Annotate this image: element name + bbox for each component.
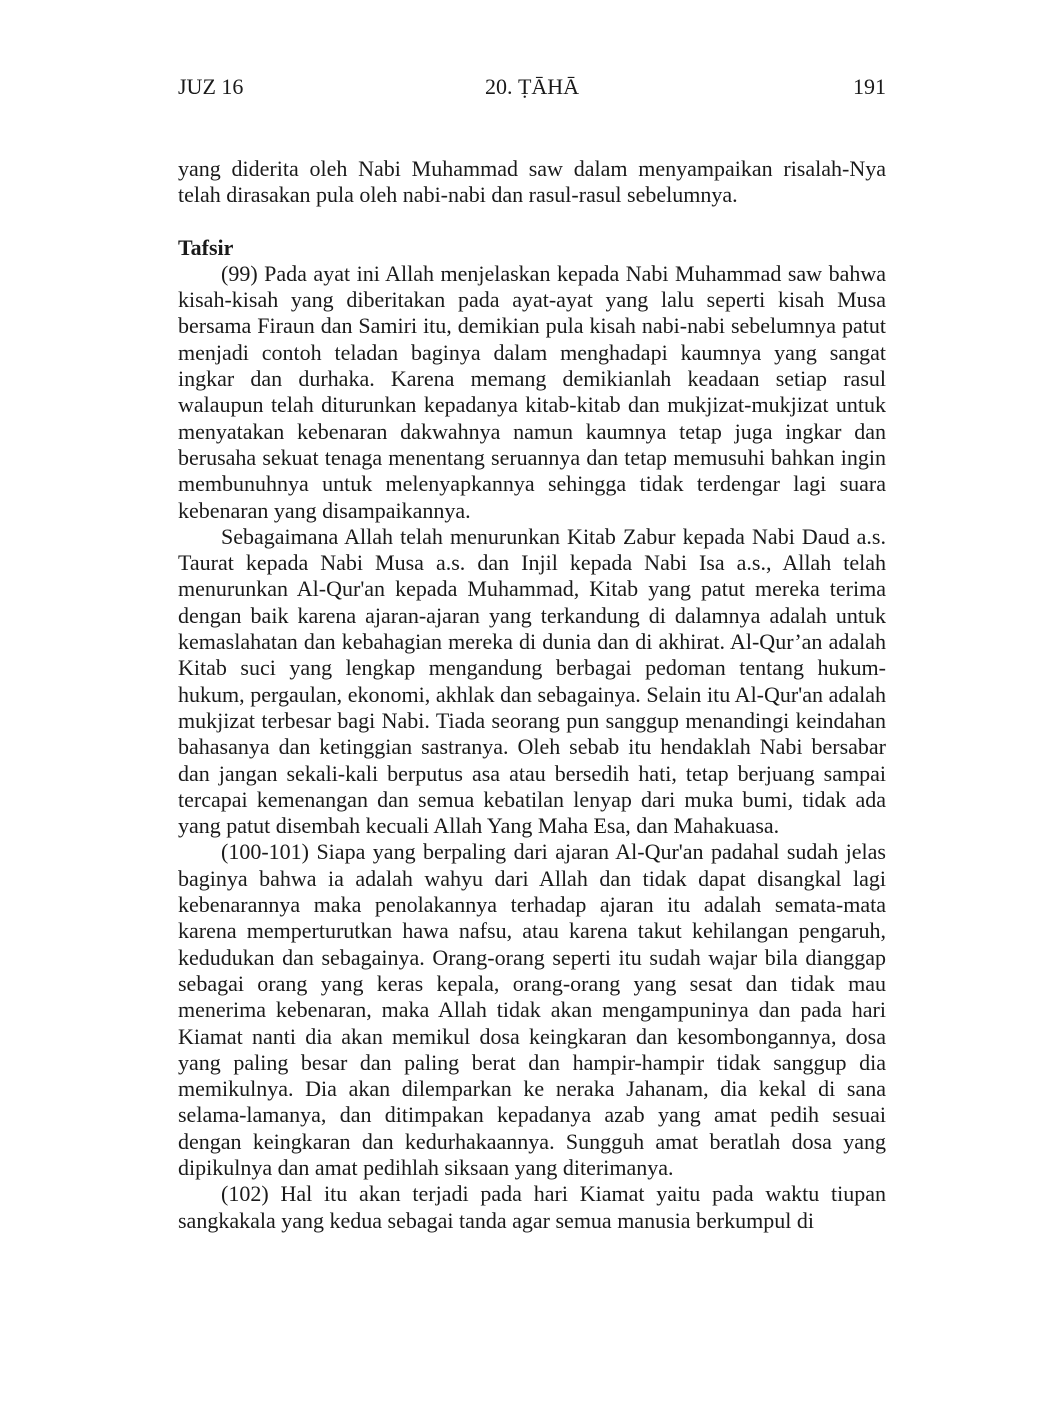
paragraph-100-101: (100-101) Siapa yang berpaling dari ajaran Al-Qur'an padahal sudah jelas baginya bahwa ia adalah wahyu dari Allah dan tidak dapat disangkal lagi kebenarannya maka penolakannya terhadap ajaran itu adalah semata-mata karena memperturutkan hawa nafsu, atau karena takut kehilangan pengaruh, kedudukan dan sebagainya. Orang-orang seperti itu sudah wajar bila dianggap sebagai orang yang keras kepala, orang-orang yang sesat dan tidak mau menerima kebenaran, maka Allah tidak akan mengampuninya dan pada hari Kiamat nanti dia akan memikul dosa keingkaran dan kesombongannya, dosa yang paling besar dan paling berat dan hampir-hampir tidak sanggup dia memikulnya. Dia akan dilemparkan ke neraka Jahanam, dia kekal di sana selama-lamanya, dan ditimpakan kepadanya azab yang amat pedih sesuai dengan keingkaran dan kedurhakaannya. Sungguh amat beratlah dosa yang dipikulnya dan amat pedihlah siksaan yang diterimanya. [178,839,886,1180]
juz-label: JUZ 16 [178,74,244,99]
paragraph-99: (99) Pada ayat ini Allah menjelaskan kepada Nabi Muhammad saw bahwa kisah-kisah yang diberitakan pada ayat-ayat yang lalu seperti kisah Musa bersama Firaun dan Samiri itu, demikian pula kisah nabi-nabi sebelumnya patut menjadi contoh teladan baginya dalam menghadapi kaumnya yang sangat ingkar dan durhaka. Karena memang demikianlah keadaan setiap rasul walaupun telah diturunkan kepadanya kitab-kitab dan mukjizat-mukjizat untuk menyatakan kebenaran dakwahnya namun kaumnya tetap juga ingkar dan berusaha sekuat tenaga menentang seruannya dan tetap memusuhi bahkan ingin membunuhnya untuk melenyapkannya sehingga tidak terdengar lagi suara kebenaran yang disampaikannya. [178,260,886,523]
section-heading: Tafsir [178,234,234,260]
intro-paragraph: yang diderita oleh Nabi Muhammad saw dalam menyampaikan risalah-Nya telah dirasakan pula oleh nabi-nabi dan rasul-rasul sebelumnya. [178,156,886,208]
paragraph-sebagaimana: Sebagaimana Allah telah menurunkan Kitab Zabur kepada Nabi Daud a.s. Taurat kepada Nabi Musa a.s. dan Injil kepada Nabi Isa a.s., Allah telah menurunkan Al-Qur'an kepada Muhammad, Kitab yang patut mereka terima dengan baik karena ajaran-ajaran yang terkandung di dalamnya adalah untuk kemaslahatan dan kebahagian mereka di dunia dan di akhirat. Al-Qur’an adalah Kitab suci yang lengkap mengandung berbagai pedoman tentang hukum-hukum, pergaulan, ekonomi, akhlak dan sebagainya. Selain itu Al-Qur'an adalah mukjizat terbesar bagi Nabi. Tiada seorang pun sanggup menandingi keindahan bahasanya dan ketinggian sastranya. Oleh sebab itu hendaklah Nabi bersabar dan jangan sekali-kali berputus asa atau bersedih hati, tetap berjuang sampai tercapai kemenangan dan semua kebatilan lenyap dari muka bumi, tidak ada yang patut disembah kecuali Allah Yang Maha Esa, dan Mahakuasa. [178,523,886,839]
paragraph-102: (102) Hal itu akan terjadi pada hari Kiamat yaitu pada waktu tiupan sangkakala yang kedua sebagai tanda agar semua manusia berkumpul di [178,1181,886,1233]
page-body [178,156,886,1234]
page-number: 191 [853,74,886,99]
surah-title: 20. ṬĀHĀ [484,74,580,99]
page-header [178,72,886,102]
